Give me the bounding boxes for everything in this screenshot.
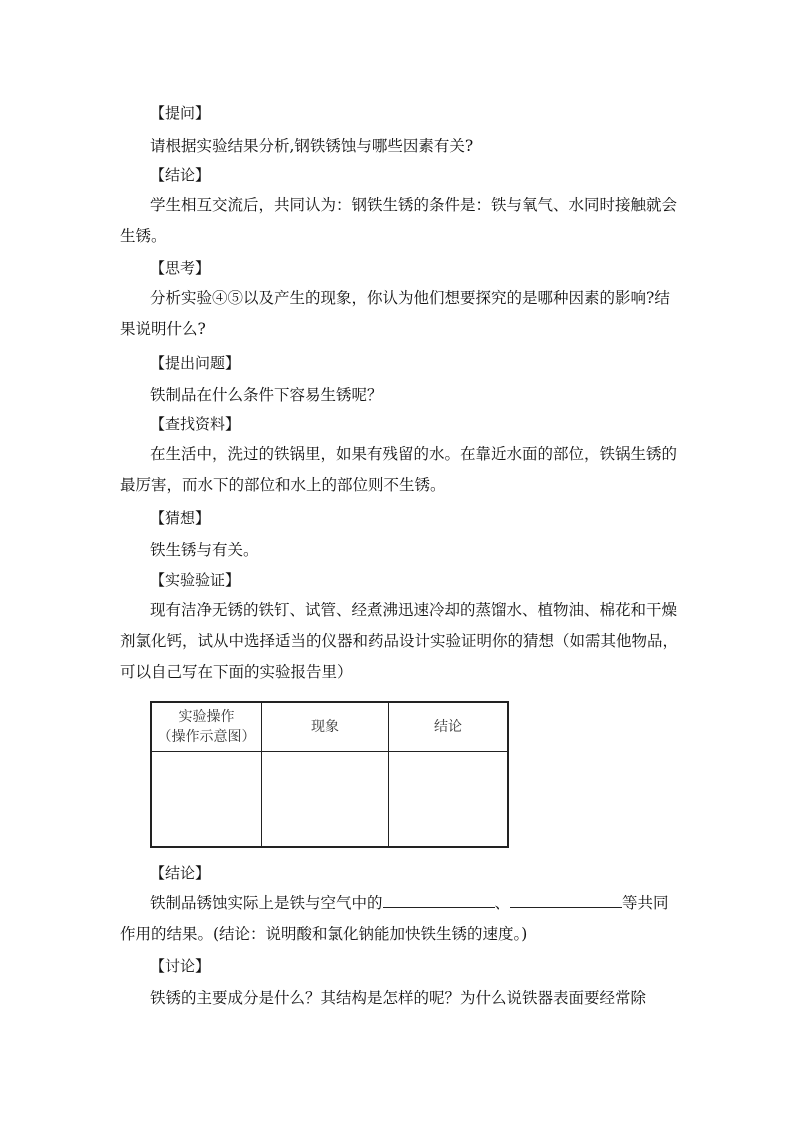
heading-jielun-1: 【结论】 [150, 166, 211, 184]
text-jielun-2 [120, 888, 680, 950]
heading-taolun: 【讨论】 [150, 957, 211, 975]
cell-operation-answer[interactable] [151, 752, 262, 848]
text-taolun: 铁锈的主要成分是什么？其结构是怎样的呢？为什么说铁器表面要经常除 [150, 989, 647, 1007]
text-sikao: 分析实验④⑤以及产生的现象，你认为他们想要探究的是哪种因素的影响?结果说明什么? [120, 289, 670, 338]
heading-sikao: 【思考】 [150, 259, 211, 277]
cell-conclusion-answer[interactable] [389, 752, 509, 848]
jielun-2-separator: 、 [494, 894, 511, 912]
header-operation-line-1: 实验操作 [178, 709, 235, 725]
fill-blank-1[interactable] [383, 891, 495, 908]
heading-caixiang: 【猜想】 [150, 509, 211, 527]
jielun-2-text-after: 等共同作用的结果。(结论：说明酸和氯化钠能加快铁生锈的速度。) [120, 894, 669, 943]
header-operation-line-2: （操作示意图） [157, 729, 256, 745]
text-tichu-wenti: 铁制品在什么条件下容易生锈呢？ [150, 386, 383, 404]
cell-phenomenon-answer[interactable] [262, 752, 389, 848]
table-row [151, 752, 508, 848]
header-phenomenon: 现象 [262, 702, 389, 752]
text-chazhao-ziliao: 在生活中，洗过的铁锅里，如果有残留的水。在靠近水面的部位，铁锅生锈的最厉害，而水下的部位和水上的部位则不生锈。 [120, 445, 678, 494]
text-jielun-1: 学生相互交流后，共同认为：钢铁生锈的条件是：铁与氧气、水同时接触就会生锈。 [120, 196, 678, 245]
heading-tiwen: 【提问】 [150, 104, 211, 122]
text-caixiang: 铁生锈与有关。 [150, 541, 259, 559]
fill-blank-2[interactable] [510, 891, 622, 908]
heading-shiyan-yanzheng: 【实验验证】 [150, 571, 241, 589]
text-shiyan-yanzheng: 现有洁净无锈的铁钉、试管、经煮沸迅速冷却的蒸馏水、植物油、棉花和干燥剂氯化钙，试从中选择适当的仪器和药品设计实验证明你的猜想（如需其他物品，可以自己写在下面的实验报告里） [120, 601, 679, 681]
header-conclusion: 结论 [389, 702, 509, 752]
heading-jielun-2: 【结论】 [150, 864, 211, 882]
heading-chazhao-ziliao: 【查找资料】 [150, 415, 241, 433]
experiment-report-table [150, 701, 509, 848]
table-header-row [151, 702, 508, 752]
heading-tichu-wenti: 【提出问题】 [150, 354, 241, 372]
jielun-2-text-before: 铁制品锈蚀实际上是铁与空气中的 [150, 894, 383, 912]
text-tiwen: 请根据实验结果分析,钢铁锈蚀与哪些因素有关? [150, 137, 474, 155]
header-experiment-operation [151, 702, 262, 752]
